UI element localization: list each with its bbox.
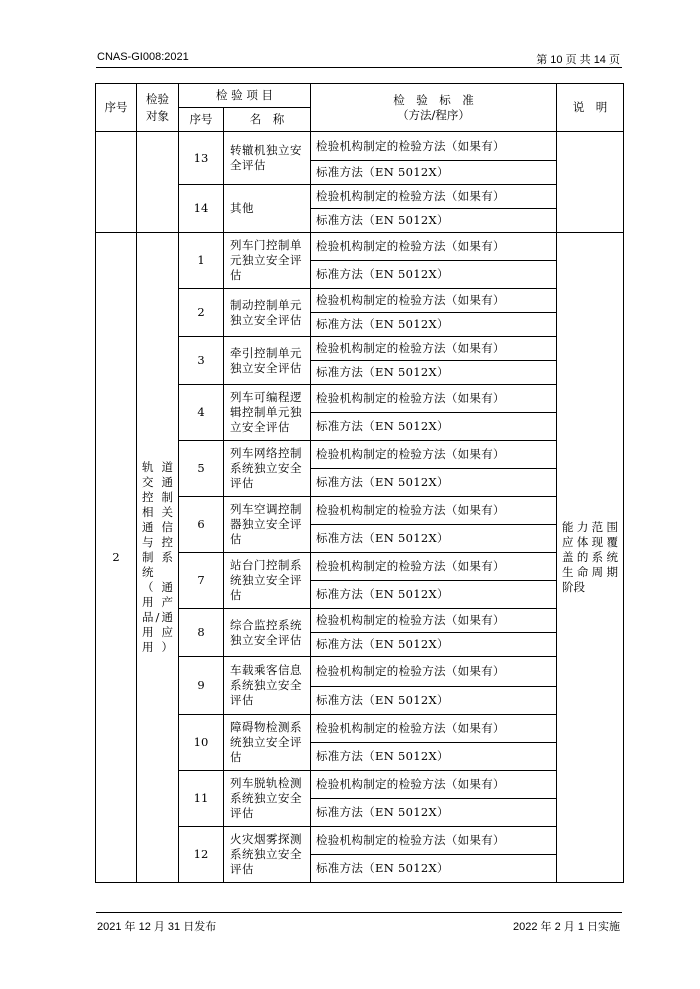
item-name: 列车门控制单元独立安全评估 [224,233,311,289]
method-custom: 检验机构制定的检验方法（如果有） [311,185,557,209]
header-seq: 序号 [96,84,137,132]
item-number: 7 [179,553,224,609]
header-rule [96,67,622,68]
method-custom: 检验机构制定的检验方法（如果有） [311,337,557,361]
table-row [96,132,624,161]
item-name: 牵引控制单元独立安全评估 [224,337,311,385]
test-object: 轨道交通控制相关通信与控制系统（通用产品/通用应用） [137,233,179,883]
group-note-continued [557,132,624,233]
method-custom: 检验机构制定的检验方法（如果有） [311,441,557,469]
header-standard-subtitle: （方法/程序） [397,107,470,122]
method-custom: 检验机构制定的检验方法（如果有） [311,771,557,799]
method-standard: 标准方法（EN 5012X） [311,743,557,771]
method-custom: 检验机构制定的检验方法（如果有） [311,497,557,525]
method-custom: 检验机构制定的检验方法（如果有） [311,827,557,855]
method-custom: 检验机构制定的检验方法（如果有） [311,289,557,313]
method-custom: 检验机构制定的检验方法（如果有） [311,553,557,581]
header-standard-title: 检 验 标 准 [393,92,474,107]
item-name: 障碍物检测系统独立安全评估 [224,715,311,771]
item-name: 列车空调控制器独立安全评估 [224,497,311,553]
item-number: 11 [179,771,224,827]
item-number: 13 [179,132,224,185]
method-standard: 标准方法（EN 5012X） [311,525,557,553]
item-number: 2 [179,289,224,337]
group-object-continued [137,132,179,233]
item-name: 列车脱轨检测系统独立安全评估 [224,771,311,827]
header-item-seq: 序号 [179,108,224,132]
method-standard: 标准方法（EN 5012X） [311,469,557,497]
item-number: 8 [179,609,224,657]
header-item-name: 名 称 [224,108,311,132]
item-name: 火灾烟雾探测系统独立安全评估 [224,827,311,883]
item-number: 4 [179,385,224,441]
method-standard: 标准方法（EN 5012X） [311,633,557,657]
method-custom: 检验机构制定的检验方法（如果有） [311,657,557,687]
item-number: 5 [179,441,224,497]
group-note: 能力范围应体现覆盖的系统生命周期阶段 [557,233,624,883]
header-note: 说 明 [557,84,624,132]
item-number: 6 [179,497,224,553]
method-custom: 检验机构制定的检验方法（如果有） [311,609,557,633]
method-standard: 标准方法（EN 5012X） [311,799,557,827]
item-number: 9 [179,657,224,715]
item-name: 转辙机独立安全评估 [224,132,311,185]
item-name: 综合监控系统独立安全评估 [224,609,311,657]
method-standard: 标准方法（EN 5012X） [311,261,557,289]
item-name: 列车网络控制系统独立安全评估 [224,441,311,497]
item-number: 10 [179,715,224,771]
method-standard: 标准方法（EN 5012X） [311,855,557,883]
item-name: 列车可编程逻辑控制单元独立安全评估 [224,385,311,441]
method-standard: 标准方法（EN 5012X） [311,581,557,609]
method-standard: 标准方法（EN 5012X） [311,161,557,185]
method-standard: 标准方法（EN 5012X） [311,209,557,233]
group-seq: 2 [96,233,137,883]
page-number: 第 10 页 共 14 页 [536,54,620,66]
header-standard [311,84,557,132]
item-name: 制动控制单元独立安全评估 [224,289,311,337]
item-name: 其他 [224,185,311,233]
effective-date: 2022 年 2 月 1 日实施 [513,921,620,933]
method-standard: 标准方法（EN 5012X） [311,361,557,385]
document-id: CNAS-GI008:2021 [97,51,189,63]
method-custom: 检验机构制定的检验方法（如果有） [311,385,557,413]
item-name: 站台门控制系统独立安全评估 [224,553,311,609]
method-standard: 标准方法（EN 5012X） [311,687,557,715]
item-name: 车载乘客信息系统独立安全评估 [224,657,311,715]
method-custom: 检验机构制定的检验方法（如果有） [311,715,557,743]
item-number: 12 [179,827,224,883]
method-standard: 标准方法（EN 5012X） [311,313,557,337]
group-seq-continued [96,132,137,233]
footer-rule [96,912,622,913]
item-number: 1 [179,233,224,289]
header-object: 检验 对象 [137,84,179,132]
inspection-table [95,83,624,883]
item-number: 14 [179,185,224,233]
publish-date: 2021 年 12 月 31 日发布 [97,921,217,933]
method-custom: 检验机构制定的检验方法（如果有） [311,132,557,161]
method-standard: 标准方法（EN 5012X） [311,413,557,441]
header-items: 检 验 项 目 [179,84,311,108]
item-number: 3 [179,337,224,385]
method-custom: 检验机构制定的检验方法（如果有） [311,233,557,261]
table-row [96,233,624,261]
